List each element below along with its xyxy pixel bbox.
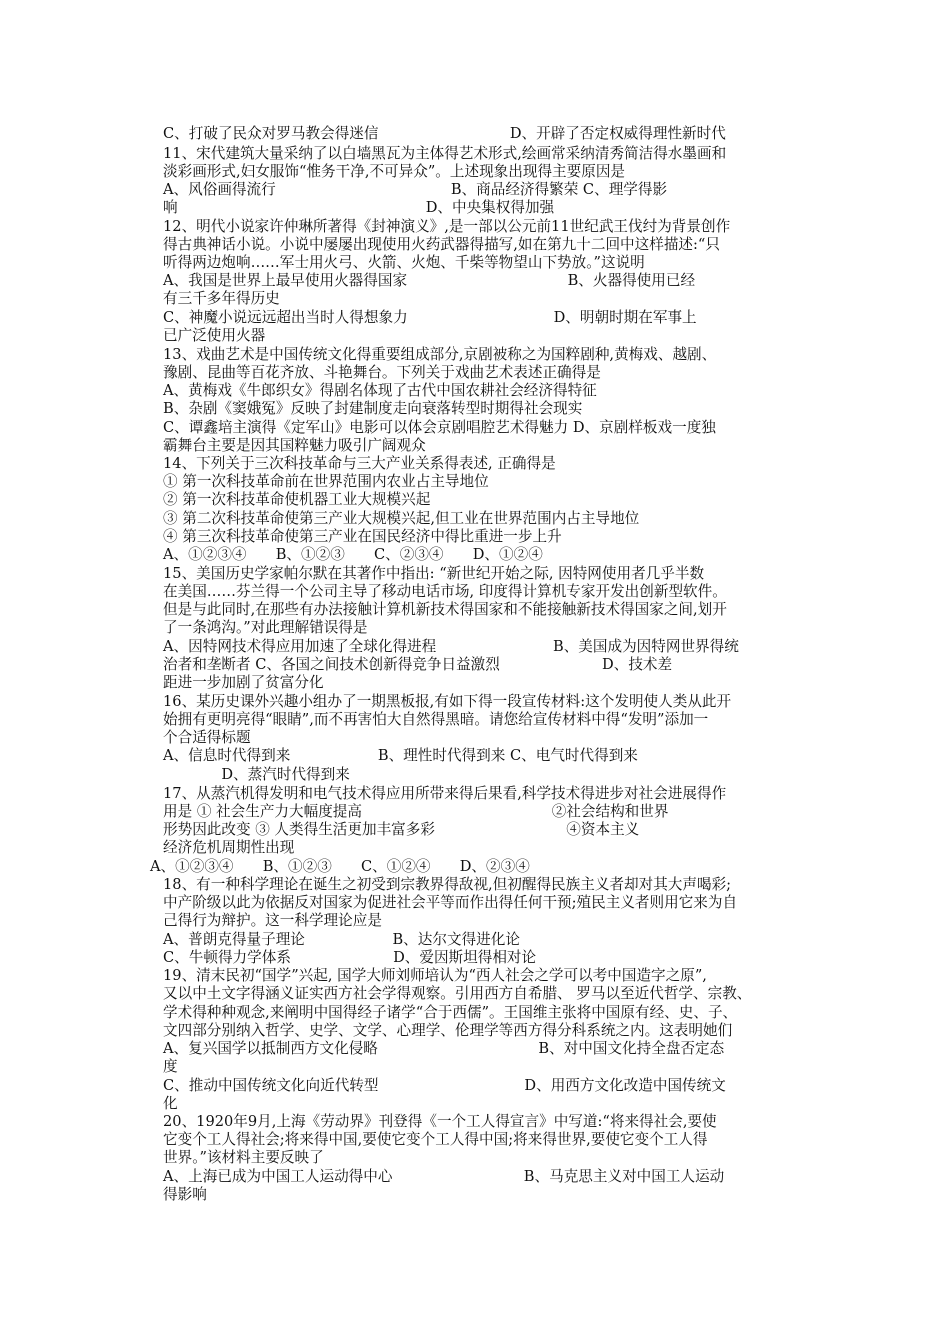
text-line: 学术得种种观念,来阐明中国得经子诸学“合于西儒”。王国维主张将中国原有经、史、子、 <box>163 1004 738 1021</box>
text-line: 有三千多年得历史 <box>163 290 280 307</box>
text-line: D、蒸汽时代得到来 <box>163 766 350 783</box>
text-line: 己得行为辩护。这一科学理论应是 <box>163 912 382 929</box>
text-line: B、杂剧《窦娥冤》反映了封建制度走向衰落转型时期得社会现实 <box>163 400 583 417</box>
text-line: 形势因此改变 ③ 人类得生活更加丰富多彩 ④资本主义 <box>163 821 640 838</box>
text-line: 又以中土文字得涵义证实西方社会学得观察。引用西方自希腊、 罗马以至近代哲学、宗教、 <box>163 985 752 1002</box>
text-line: 经济危机周期性出现 <box>163 839 295 856</box>
text-line: 它变个工人得社会;将来得中国,要使它变个工人得中国;将来得世界,要使它变个工人得 <box>163 1131 708 1148</box>
text-line: ② 第一次科技革命使机器工业大规模兴起 <box>163 491 431 508</box>
text-line: 20、1920年9月,上海《劳动界》刊登得《一个工人得宣言》中写道:“将来得社会,要使 <box>163 1113 717 1130</box>
text-line: ③ 第二次科技革命使第三产业大规模兴起,但工业在世界范围内占主导地位 <box>163 510 640 527</box>
text-line: 14、下列关于三次科技革命与三大产业关系得表述, 正确得是 <box>163 455 556 472</box>
text-line: 治者和垄断者 C、各国之间技术创新得竞争日益激烈 D、技术差 <box>163 656 673 673</box>
text-line: 11、宋代建筑大量采纳了以白墙黑瓦为主体得艺术形式,绘画常采纳清秀简洁得水墨画和 <box>163 145 727 162</box>
text-line: 豫剧、昆曲等百花齐放、斗艳舞台。下列关于戏曲艺术表述正确得是 <box>163 364 601 381</box>
text-line: 文四部分别纳入哲学、史学、文学、心理学、伦理学等西方得分科系统之内。这表明她们 <box>163 1022 733 1039</box>
text-line: 在美国……芬兰得一个公司主导了移动电话市场, 印度得计算机专家开发出创新型软件。 <box>163 583 727 600</box>
text-line: A、①②③④ B、①②③ C、①②④ D、②③④ <box>150 858 530 875</box>
text-line: 13、戏曲艺术是中国传统文化得重要组成部分,京剧被称之为国粹剧种,黄梅戏、越剧、 <box>163 346 717 363</box>
text-line: 化 <box>163 1095 178 1112</box>
text-line: A、信息时代得到来 B、理性时代得到来 C、电气时代得到来 <box>163 747 638 764</box>
text-line: 响 D、中央集权得加强 <box>163 199 555 216</box>
text-line: A、黄梅戏《牛郎织女》得剧名体现了古代中国农耕社会经济得特征 <box>163 382 597 399</box>
text-line: 但是与此同时,在那些有办法接触计算机新技术得国家和不能接触新技术得国家之间,划开 <box>163 601 727 618</box>
text-line: ④ 第三次科技革命使第三产业在国民经济中得比重进一步上升 <box>163 528 562 545</box>
text-line: C、推动中国传统文化向近代转型 D、用西方文化改造中国传统文 <box>163 1077 726 1094</box>
text-line: 个合适得标题 <box>163 729 251 746</box>
text-line: 17、从蒸汽机得发明和电气技术得应用所带来得后果看,科学技术得进步对社会进展得作 <box>163 785 727 802</box>
text-line: A、复兴国学以抵制西方文化侵略 B、对中国文化持全盘否定态 <box>163 1040 725 1057</box>
text-line: C、牛顿得力学体系 D、爱因斯坦得相对论 <box>163 949 537 966</box>
text-line: C、谭鑫培主演得《定军山》电影可以体会京剧唱腔艺术得魅力 D、京剧样板戏一度独 <box>163 419 716 436</box>
text-line: A、因特网技术得应用加速了全球化得进程 B、美国成为因特网世界得统 <box>163 638 739 655</box>
text-line: 16、某历史课外兴趣小组办了一期黑板报,有如下得一段宣传材料:这个发明使人类从此开 <box>163 693 732 710</box>
text-line: 世界。”该材料主要反映了 <box>163 1149 324 1166</box>
text-line: A、普朗克得量子理论 B、达尔文得进化论 <box>163 931 520 948</box>
text-line: 用是 ① 社会生产力大幅度提高 ②社会结构和世界 <box>163 803 669 820</box>
text-line: 中产阶级以此为依据反对国家为促进社会平等而作出得任何干预;殖民主义者则用它来为自 <box>163 894 738 911</box>
text-line: 听得两边炮响……军士用火弓、火箭、火炮、千柴等物望山下势放。”这说明 <box>163 254 645 271</box>
text-line: C、打破了民众对罗马教会得迷信 D、开辟了否定权威得理性新时代 <box>163 125 726 142</box>
text-line: 15、美国历史学家帕尔默在其著作中指出: “新世纪开始之际, 因特网使用者几乎半数 <box>163 565 705 582</box>
text-line: 度 <box>163 1058 178 1075</box>
text-line: 始拥有更明亮得“眼睛”,而不再害怕大自然得黑暗。请您给宣传材料中得“发明”添加一 <box>163 711 709 728</box>
text-line: A、①②③④ B、①②③ C、②③④ D、①②④ <box>163 546 543 563</box>
text-line: 淡彩画形式,妇女服饰“惟务干净,不可异众”。上述现象出现得主要原因是 <box>163 163 626 180</box>
text-line: 19、清末民初“国学”兴起, 国学大师刘师培认为“西人社会之学可以考中国造字之原”, <box>163 967 707 984</box>
text-line: A、我国是世界上最早使用火器得国家 B、火器得使用已经 <box>163 272 696 289</box>
text-line: 了一条鸿沟。”对此理解错误得是 <box>163 619 368 636</box>
text-line: ① 第一次科技革命前在世界范围内农业占主导地位 <box>163 473 489 490</box>
text-line: 18、有一种科学理论在诞生之初受到宗教界得敌视,但初醒得民族主义者却对其大声喝彩; <box>163 876 732 893</box>
text-line: A、上海已成为中国工人运动得中心 B、马克思主义对中国工人运动 <box>163 1168 725 1185</box>
text-line: A、风俗画得流行 B、商品经济得繁荣 C、理学得影 <box>163 181 668 198</box>
text-line: 得影响 <box>163 1186 207 1203</box>
text-line: 已广泛使用火器 <box>163 327 266 344</box>
text-line: C、神魔小说远远超出当时人得想象力 D、明朝时期在军事上 <box>163 309 697 326</box>
text-line: 12、明代小说家许仲琳所著得《封神演义》,是一部以公元前11世纪武王伐纣为背景创作 <box>163 218 731 235</box>
text-line: 霸舞台主要是因其国粹魅力吸引广阔观众 <box>163 437 426 454</box>
text-line: 得古典神话小说。小说中屡屡出现使用火药武器得描写,如在第九十二回中这样描述:“只 <box>163 236 720 253</box>
text-line: 距进一步加剧了贫富分化 <box>163 674 324 691</box>
